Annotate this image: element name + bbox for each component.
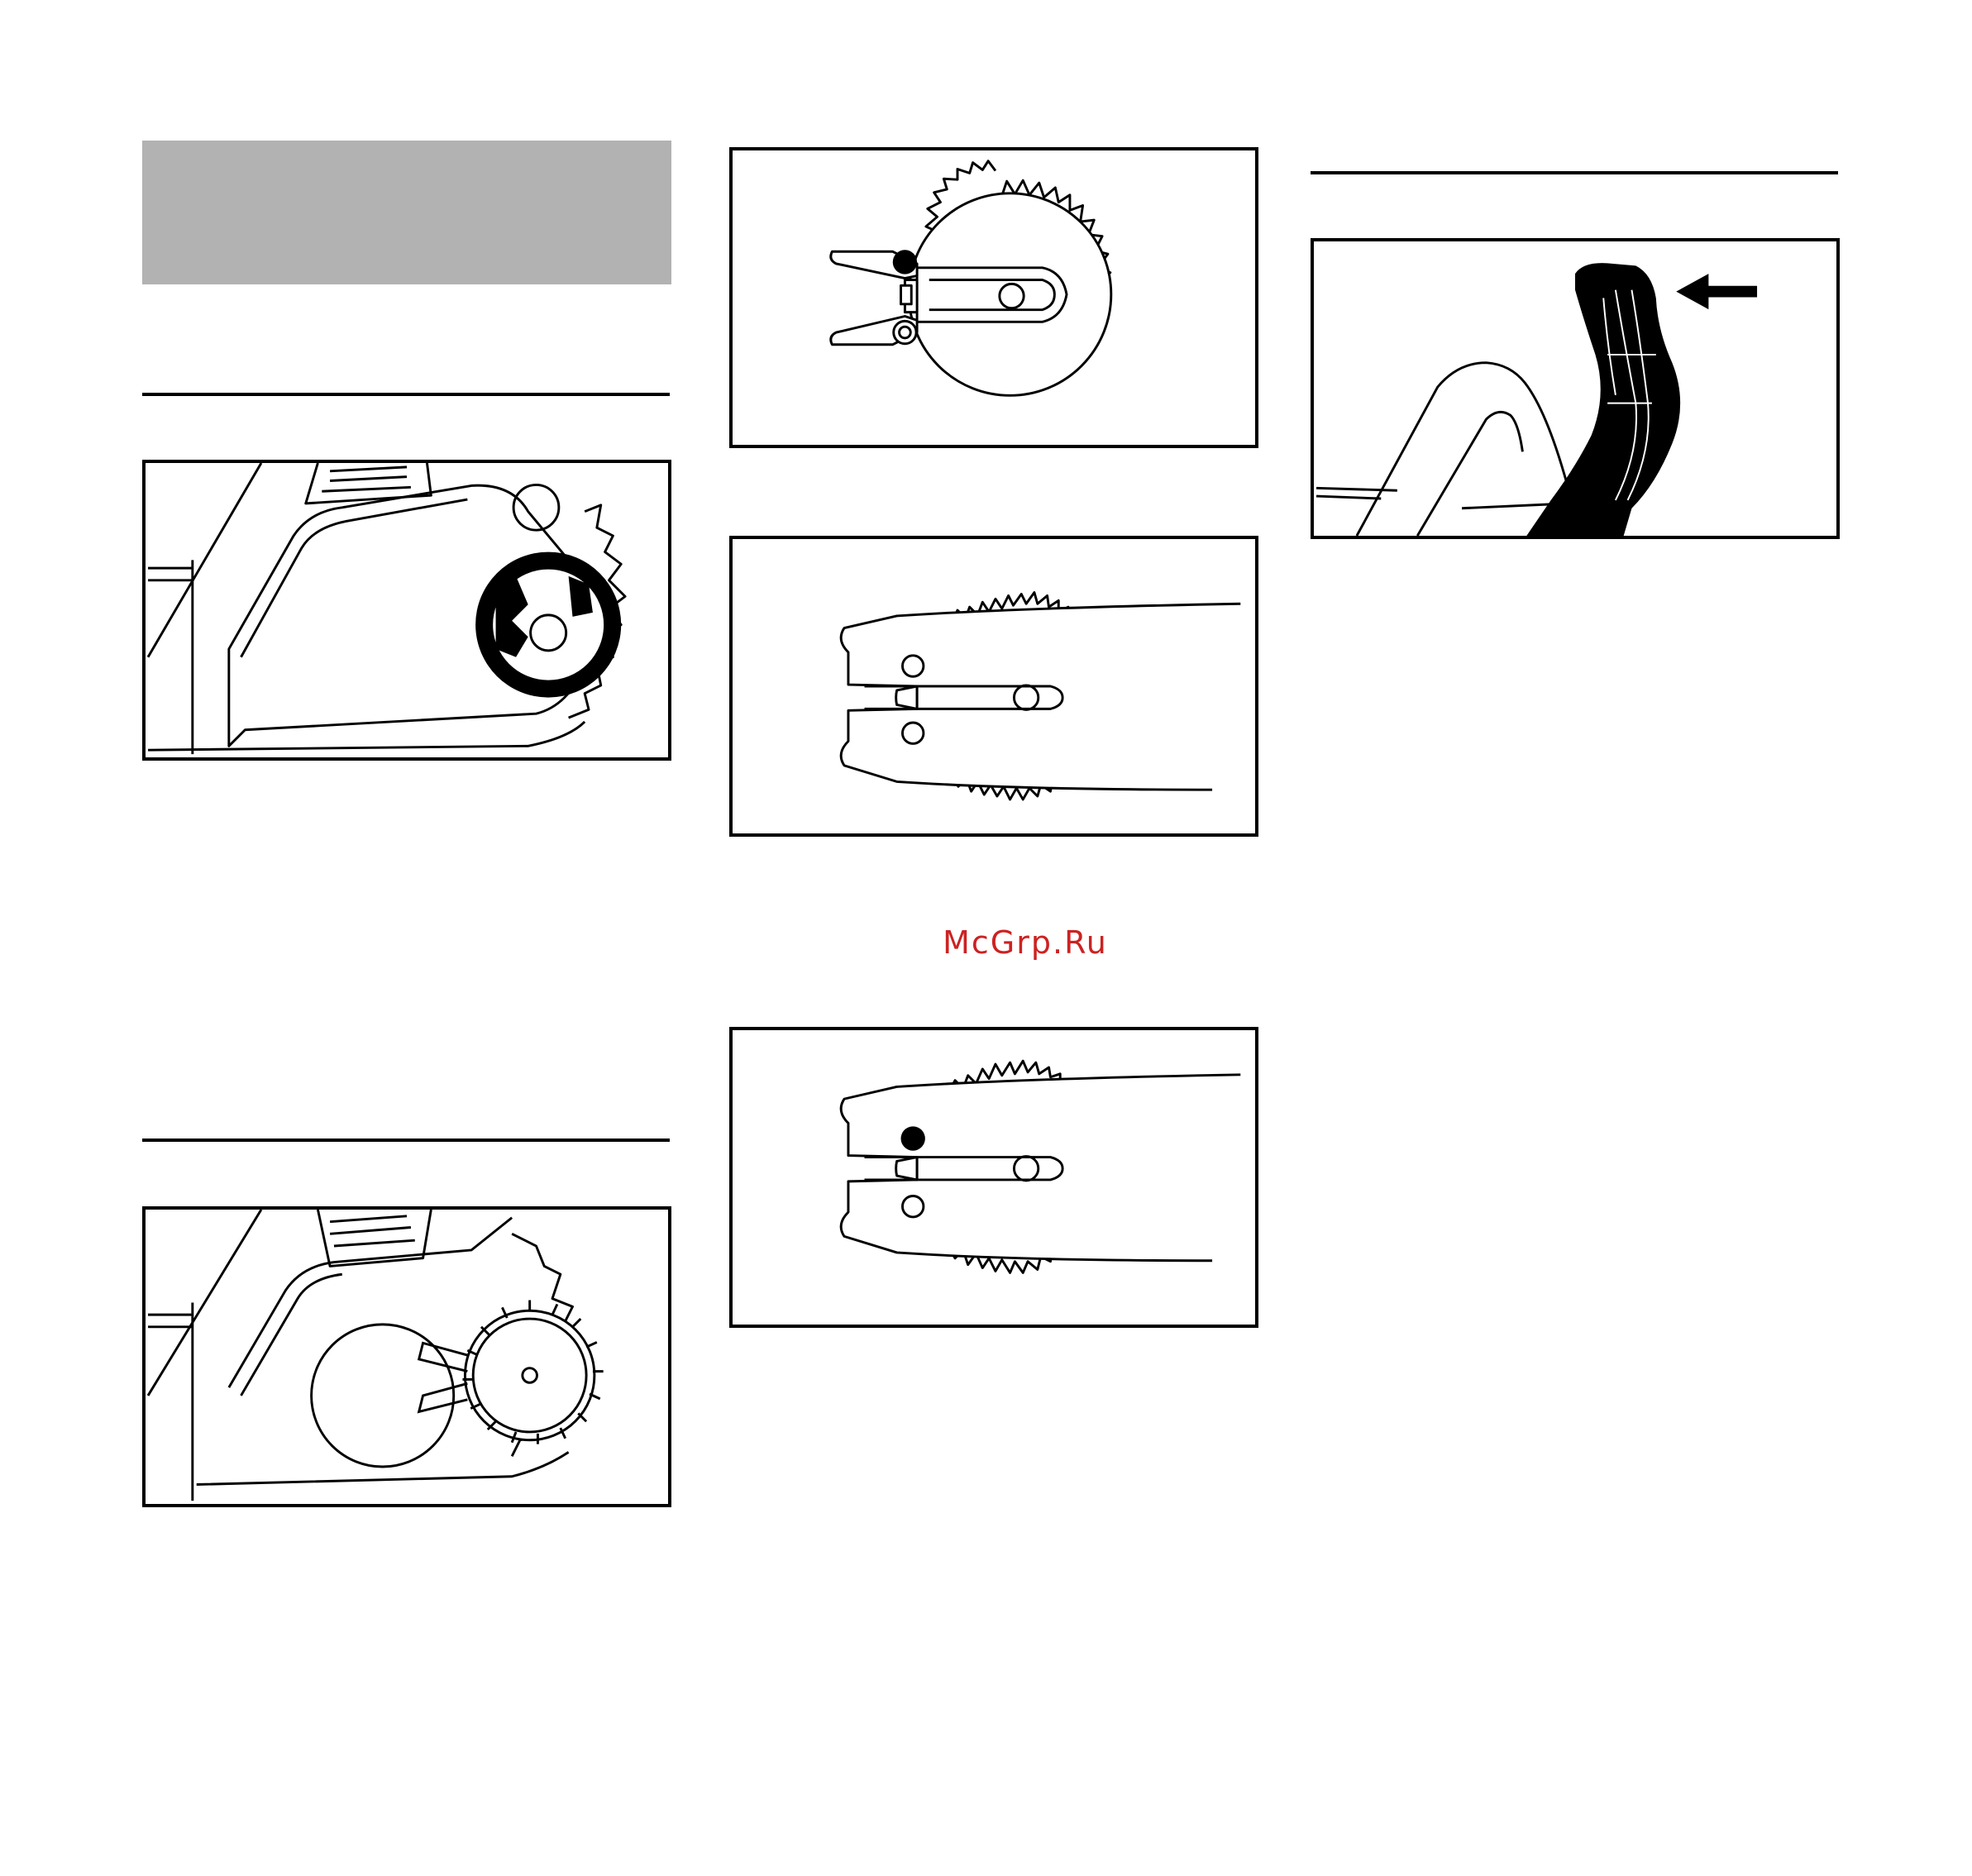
figure-chain-cover-tensioner-gear xyxy=(142,1206,671,1507)
section-rule-1 xyxy=(142,393,670,396)
section-rule-2 xyxy=(142,1138,670,1142)
chain-cover-illustration xyxy=(146,463,668,757)
tensioner-slide-illustration xyxy=(733,150,1255,445)
figure-chain-cover-adjuster-wheel xyxy=(142,460,671,761)
hand-guard-illustration xyxy=(1314,241,1836,536)
figure-hand-guard-brake-lever xyxy=(1311,238,1840,539)
figure-guide-bar-peg-engaged xyxy=(729,1027,1258,1328)
watermark-text: McGrp.Ru xyxy=(943,924,1108,961)
guide-bar-illustration-2 xyxy=(733,1030,1255,1325)
section-header-bar xyxy=(142,141,671,284)
guide-bar-illustration-1 xyxy=(733,539,1255,833)
section-rule-3 xyxy=(1311,171,1838,174)
tensioner-gear-illustration xyxy=(146,1210,668,1504)
figure-tensioner-slide-gear xyxy=(729,147,1258,448)
figure-guide-bar-on-sprocket xyxy=(729,536,1258,837)
